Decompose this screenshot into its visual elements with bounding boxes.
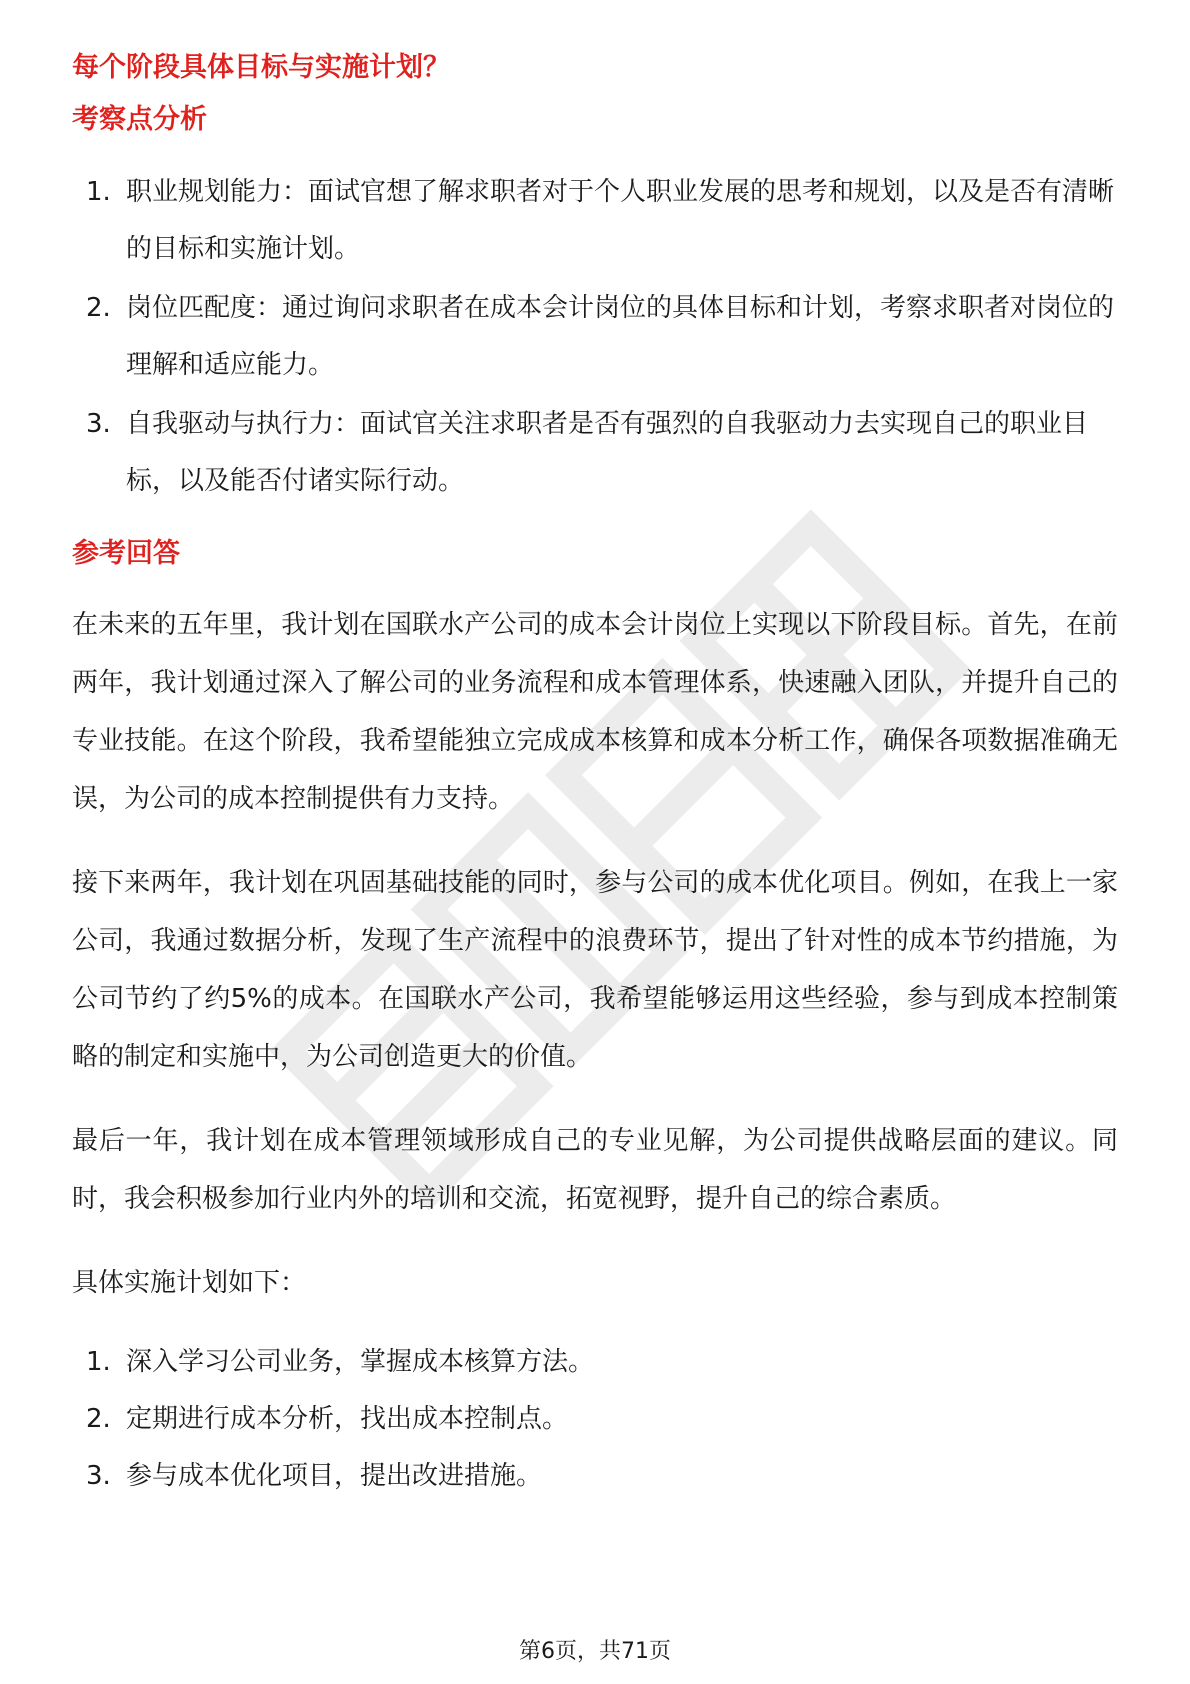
list-text: 自我驱动与执行力：面试官关注求职者是否有强烈的自我驱动力去实现自己的职业目标，以及能否付诸实际行动。 xyxy=(126,409,1089,496)
list-item xyxy=(72,1448,1118,1505)
list-text: 深入学习公司业务，掌握成本核算方法。 xyxy=(126,1347,595,1377)
plan-intro: 具体实施计划如下： xyxy=(72,1268,307,1298)
main-content xyxy=(72,48,1118,1505)
plan-list xyxy=(72,1334,1118,1505)
analysis-heading: 考察点分析 xyxy=(72,104,207,135)
list-number: 3. xyxy=(86,1461,111,1491)
list-text: 职业规划能力：面试官想了解求职者对于个人职业发展的思考和规划，以及是否有清晰的目标和实施计划。 xyxy=(126,177,1115,264)
list-item xyxy=(72,1391,1118,1448)
page-footer: 第6页，共71页 xyxy=(519,1639,671,1664)
list-item xyxy=(72,396,1118,510)
list-item xyxy=(72,280,1118,394)
answer-heading: 参考回答 xyxy=(72,538,180,569)
list-text: 参与成本优化项目，提出改进措施。 xyxy=(126,1461,543,1491)
list-text: 定期进行成本分析，找出成本控制点。 xyxy=(126,1404,569,1434)
list-number: 2. xyxy=(86,293,111,323)
list-item xyxy=(72,164,1118,278)
list-text: 岗位匹配度：通过询问求职者在成本会计岗位的具体目标和计划，考察求职者对岗位的理解和适应能力。 xyxy=(126,293,1115,380)
analysis-list xyxy=(72,164,1118,510)
answer-paragraph: 在未来的五年里，我计划在国联水产公司的成本会计岗位上实现以下阶段目标。首先，在前两年，我计划通过深入了解公司的业务流程和成本管理体系，快速融入团队，并提升自己的专业技能。在这个阶段，我希望能独立完成成本核算和成本分析工作，确保各项数据准确无误，为公司的成本控制提供有力支持。 xyxy=(72,610,1118,814)
list-number: 2. xyxy=(86,1404,111,1434)
list-item xyxy=(72,1334,1118,1391)
list-number: 1. xyxy=(86,177,111,207)
answer-paragraph: 最后一年，我计划在成本管理领域形成自己的专业见解，为公司提供战略层面的建议。同时，我会积极参加行业内外的培训和交流，拓宽视野，提升自己的综合素质。 xyxy=(72,1126,1118,1214)
question-title: 每个阶段具体目标与实施计划？ xyxy=(72,52,450,83)
list-number: 1. xyxy=(86,1347,111,1377)
list-number: 3. xyxy=(86,409,111,439)
answer-paragraph: 接下来两年，我计划在巩固基础技能的同时，参与公司的成本优化项目。例如，在我上一家公司，我通过数据分析，发现了生产流程中的浪费环节，提出了针对性的成本节约措施，为公司节约了约5%的成本。在国联水产公司，我希望能够运用这些经验，参与到成本控制策略的制定和实施中，为公司创造更大的价值。 xyxy=(72,868,1118,1072)
